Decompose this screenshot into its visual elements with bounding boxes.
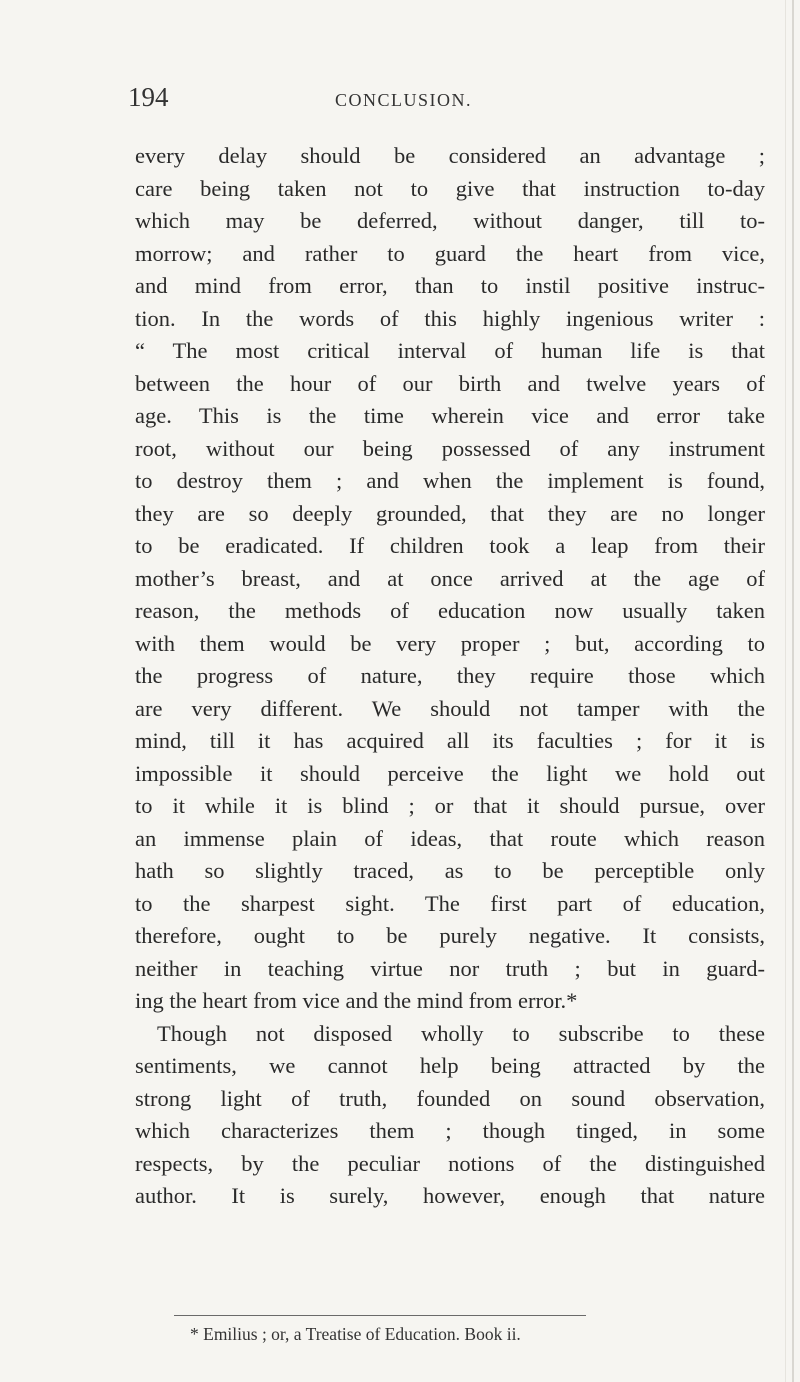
text-line: respects, by the peculiar notions of the distinguished — [135, 1150, 765, 1176]
text-line: which characterizes them ; though tinged, in some — [135, 1118, 765, 1143]
text-line: with them would be very proper ; but, according to — [135, 630, 765, 656]
text-line: sentiments, we cannot help being attracted by the — [135, 1053, 765, 1078]
text-line: strong light of truth, founded on sound observation, — [135, 1085, 765, 1111]
text-line: to the sharpest sight. The first part of education, — [135, 890, 765, 916]
text-line: reason, the methods of education now usually taken — [135, 598, 765, 623]
text-line: therefore, ought to be purely negative. It consists, — [135, 923, 765, 948]
footnote: * Emilius ; or, a Treatise of Education. Book ii. — [190, 1324, 521, 1344]
text-line: they are so deeply grounded, that they are no longer — [135, 500, 765, 526]
text-line: hath so slightly traced, as to be perceptible only — [135, 858, 765, 883]
text-line: and mind from error, than to instil positive instruc- — [135, 273, 765, 298]
text-line: mother’s breast, and at once arrived at the age of — [135, 565, 765, 591]
text-line: every delay should be considered an advantage ; — [135, 143, 765, 168]
page-edge-shadow — [792, 0, 794, 1382]
text-line: ing the heart from vice and the mind from error.* — [135, 988, 578, 1013]
text-line: Though not disposed wholly to subscribe to these — [157, 1020, 765, 1046]
text-line: which may be deferred, without danger, till to- — [135, 208, 765, 233]
text-line: impossible it should perceive the light we hold out — [135, 760, 765, 786]
text-line: an immense plain of ideas, that route which reason — [135, 825, 765, 851]
text-line: “ The most critical interval of human life is that — [135, 338, 765, 363]
page-number: 194 — [128, 82, 169, 112]
text-line: to destroy them ; and when the implement is found, — [135, 468, 765, 493]
text-line: mind, till it has acquired all its faculties ; for it is — [135, 728, 765, 753]
text-line: morrow; and rather to guard the heart from vice, — [135, 240, 765, 266]
text-line: tion. In the words of this highly ingenious writer : — [135, 305, 765, 331]
text-line: care being taken not to give that instruction to-day — [135, 175, 765, 201]
text-line: are very different. We should not tamper with the — [135, 695, 765, 721]
text-line: author. It is surely, however, enough that nature — [135, 1183, 765, 1208]
text-line: to it while it is blind ; or that it should pursue, over — [135, 793, 765, 818]
body-text — [135, 140, 765, 1213]
text-line: neither in teaching virtue nor truth ; but in guard- — [135, 955, 765, 981]
text-line: the progress of nature, they require those which — [135, 663, 765, 688]
text-line: to be eradicated. If children took a leap from their — [135, 533, 765, 558]
page-edge-line — [785, 0, 786, 1382]
running-head: CONCLUSION. — [335, 90, 473, 110]
text-line: age. This is the time wherein vice and error take — [135, 403, 765, 428]
footnote-divider — [174, 1315, 586, 1316]
text-line: between the hour of our birth and twelve years of — [135, 370, 765, 396]
text-line: root, without our being possessed of any instrument — [135, 435, 765, 461]
